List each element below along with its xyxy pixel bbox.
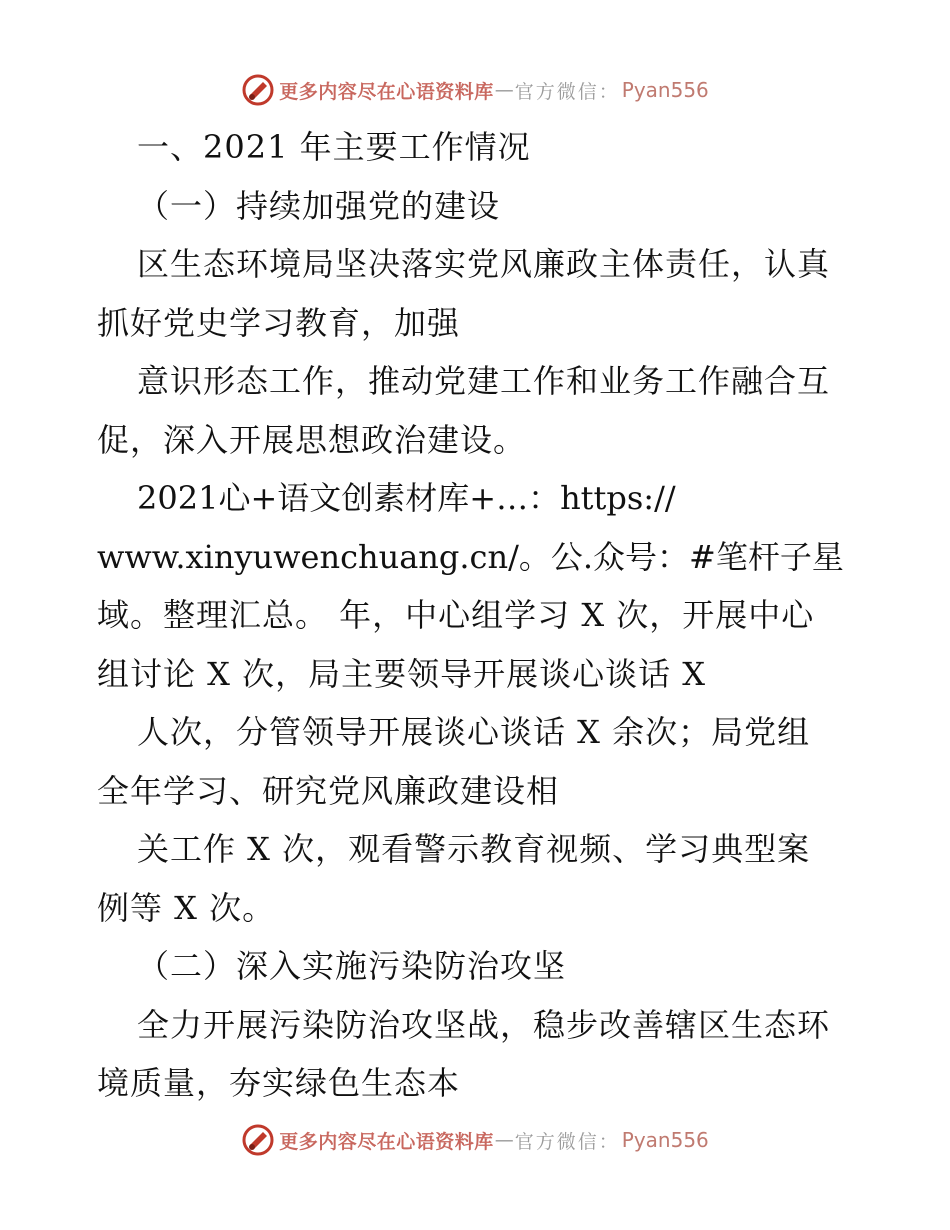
paragraph-line: 2021心+语文创素材库+…：https:// [137,479,676,517]
paragraph-line: 人次，分管领导开展谈心谈话 X 余次；局党组 [137,713,811,751]
paragraph-line: 全年学习、研究党风廉政建设相 [97,771,560,810]
brush-seal-icon [241,1123,275,1157]
banner-colon: ： [598,1130,618,1153]
subsection-heading: （二）深入实施污染防治攻坚 [137,947,567,985]
banner-wechat-label: 官方微信 [514,1130,599,1153]
banner-wechat-id: Pyan556 [621,1128,709,1152]
banner-colon: ： [598,80,618,103]
banner-title: 更多内容尽在心语资料库 [279,1130,494,1153]
paragraph-line: 全力开展污染防治攻坚战，稳步改善辖区生态环 [137,1005,831,1044]
paragraph-line: 意识形态工作，推动党建工作和业务工作融合互 [137,362,831,400]
section-heading: 一、2021 年主要工作情况 [137,128,531,166]
banner-dash: — [494,79,514,101]
paragraph-line: 例等 X 次。 [97,888,276,927]
paragraph-line: 境质量，夯实绿色生态本 [97,1064,461,1102]
paragraph-line: 促，深入开展思想政治建设。 [97,420,527,459]
paragraph-line: 关工作 X 次，观看警示教育视频、学习典型案 [137,830,811,868]
paragraph-line: 域。整理汇总。 年，中心组学习 X 次，开展中心 [97,596,815,634]
brush-seal-icon [241,73,275,107]
banner-title: 更多内容尽在心语资料库 [279,80,494,103]
header-banner [0,70,950,110]
banner-wechat-label: 官方微信 [514,80,599,103]
paragraph-line: 抓好党史学习教育，加强 [97,303,461,342]
paragraph-line: www.xinyuwenchuang.cn/。公.众号：#笔杆子星 [97,537,844,576]
footer-banner [0,1120,950,1160]
banner-dash: — [494,1129,514,1151]
paragraph-line: 组讨论 X 次，局主要领导开展谈心谈话 X [97,654,707,693]
subsection-heading: （一）持续加强党的建设 [137,186,501,225]
banner-wechat-id: Pyan556 [621,78,709,102]
paragraph-line: 区生态环境局坚决落实党风廉政主体责任，认真 [137,245,831,283]
document-body [97,118,857,1113]
